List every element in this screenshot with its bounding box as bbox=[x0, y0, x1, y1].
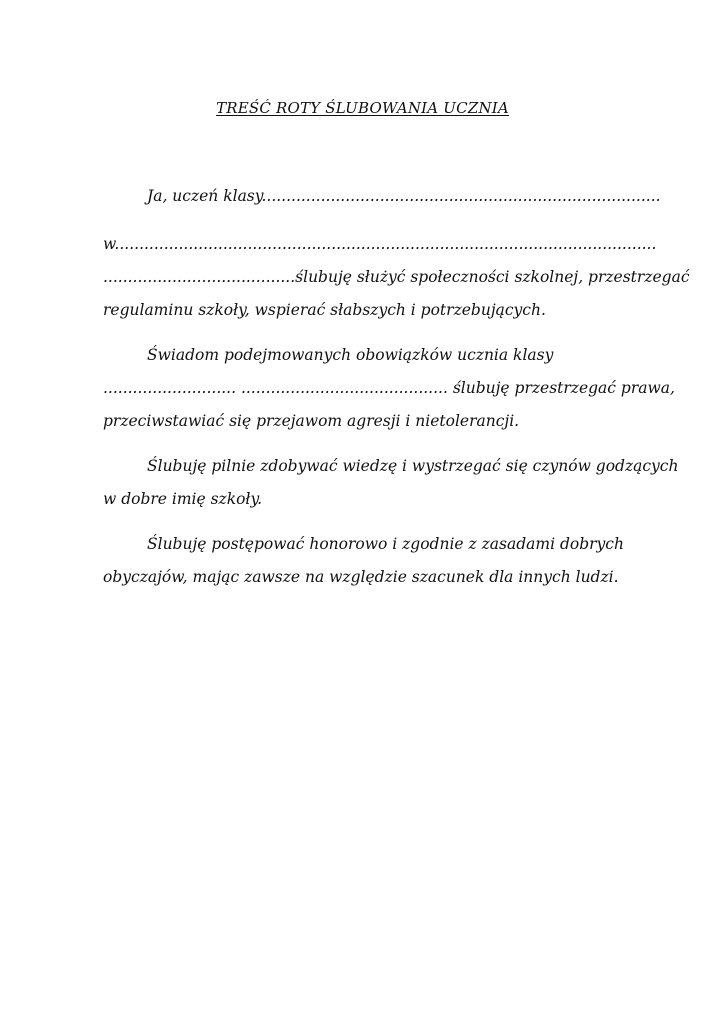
paragraph-1-line-1: Ja, uczeń klasy................................................................................. bbox=[147, 187, 661, 205]
paragraph-4-line-1: Ślubuję postępować honorowo i zgodnie z zasadami dobrych bbox=[147, 535, 624, 553]
oath-paragraph-2 bbox=[103, 339, 675, 438]
paragraph-2-line-1: Świadom podejmowanych obowiązków ucznia klasy bbox=[147, 346, 554, 364]
oath-paragraph-4 bbox=[103, 528, 624, 594]
document-title: TREŚĆ ROTY ŚLUBOWANIA UCZNIA bbox=[216, 99, 509, 117]
paragraph-2-line-3: przeciwstawiać się przejawom agresji i nietolerancji. bbox=[103, 412, 520, 430]
oath-paragraph-1 bbox=[103, 180, 690, 327]
paragraph-3-line-1: Ślubuję pilnie zdobywać wiedzę i wystrzegać się czynów godzących bbox=[147, 457, 679, 475]
oath-text bbox=[103, 180, 690, 594]
oath-paragraph-3 bbox=[103, 450, 679, 516]
paragraph-1-line-3: .......................................ślubuję służyć społeczności szkolnej, przestrzegać bbox=[103, 268, 690, 286]
paragraph-3-line-2: w dobre imię szkoły. bbox=[103, 490, 263, 508]
paragraph-4-line-2: obyczajów, mając zawsze na względzie szacunek dla innych ludzi. bbox=[103, 568, 619, 586]
paragraph-1-line-2: w.............................................................................................................. bbox=[103, 235, 657, 253]
paragraph-1-line-4: regulaminu szkoły, wspierać słabszych i potrzebujących. bbox=[103, 301, 546, 319]
paragraph-2-line-2: ........................... .......................................... ślubuję przestrzegać prawa, bbox=[103, 379, 675, 397]
